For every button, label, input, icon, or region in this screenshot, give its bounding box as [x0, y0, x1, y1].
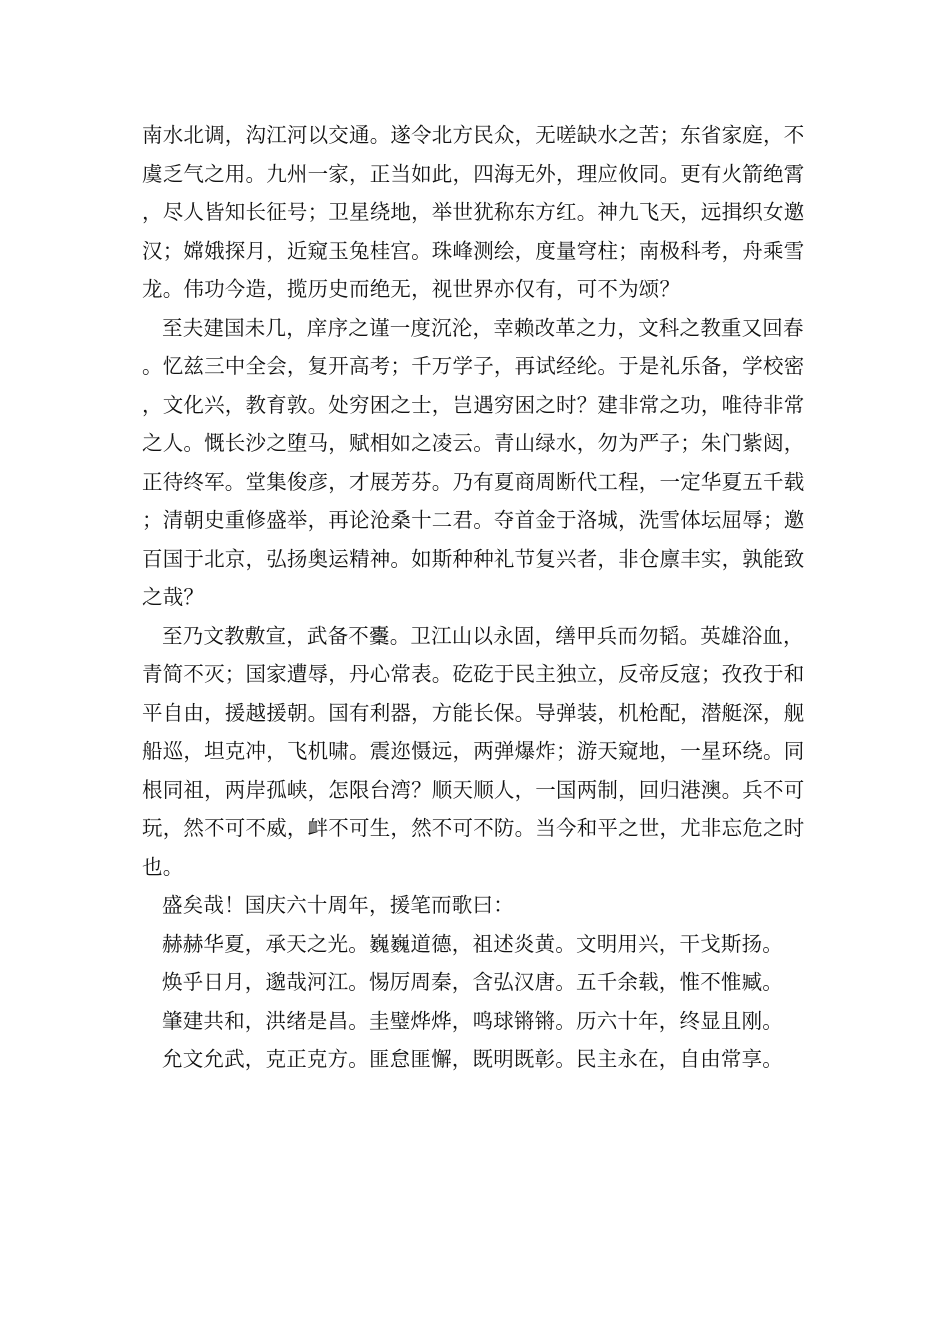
paragraph-1: 南水北调，沟江河以交通。遂令北方民众，无嗟缺水之苦；东省家庭，不虞乏气之用。九州一家，正当如此，四海无外，理应攸同。更有火箭绝霄，尽人皆知长征号；卫星绕地，举世犹称东方红。神九飞天，远揖织女邀汉；嫦娥探月，近窥玉兔桂宫。珠峰测绘，度量穹柱；南极科考，舟乘雪龙。伟功今造，揽历史而绝无，视世界亦仅有，可不为颂？ — [142, 123, 805, 301]
paragraph-2: 至夫建国未几，庠序之谨一度沉沦，幸赖改革之力，文科之教重又回春。忆兹三中全会，复开高考；千万学子，再试经纶。于是礼乐备，学校密，文化兴，教育敦。处穷困之士，岂遇穷困之时？建非常之功，唯待非常之人。慨长沙之堕马，赋相如之凌云。青山绿水，勿为严子；朱门紫闼，正待终军。堂集俊彦，才展芳芬。乃有夏商周断代工程，一定华夏五千载；清朝史重修盛举，再论沧桑十二君。夺首金于洛城，洗雪体坛屈辱；邀百国于北京，弘扬奥运精神。如斯种种礼节复兴者，非仓廪丰实，孰能致之哉？ — [142, 315, 805, 609]
poem-line-4: 允文允武，克正克方。匪怠匪懈，既明既彰。民主永在，自由常享。 — [162, 1047, 783, 1071]
poem — [142, 925, 808, 1079]
paragraph-4: 盛矣哉！国庆六十周年，援笔而歌曰： — [162, 893, 514, 917]
paragraph-3: 至乃文教敷宣，武备不櫜。卫江山以永固，缮甲兵而勿韬。英雄浴血，青简不灭；国家遭辱，丹心常表。矻矻于民主独立，反帝反寇；孜孜于和平自由，援越援朝。国有利器，方能长保。导弹装，机枪配，潜艇深，舰船巡，坦克冲，飞机啸。震迩慑远，两弹爆炸；游天窥地，一星环绕。同根同祖，两岸孤峡，怎限台湾？顺天顺人，一国两制，回归港澳。兵不可玩，然不可不威，衅不可生，然不可不防。当今和平之世，尤非忘危之时也。 — [142, 623, 805, 879]
poem-line-3: 肇建共和，洪绪是昌。圭璧烨烨，鸣球锵锵。历六十年，终显且刚。 — [162, 1008, 783, 1033]
poem-line-1: 赫赫华夏，承天之光。巍巍道德，祖述炎黄。文明用兴，干戈斯扬。 — [162, 931, 783, 956]
document-body — [142, 116, 808, 1079]
poem-line-2: 焕乎日月，邈哉河江。惕厉周秦，含弘汉唐。五千余载，惟不惟臧。 — [162, 970, 783, 994]
